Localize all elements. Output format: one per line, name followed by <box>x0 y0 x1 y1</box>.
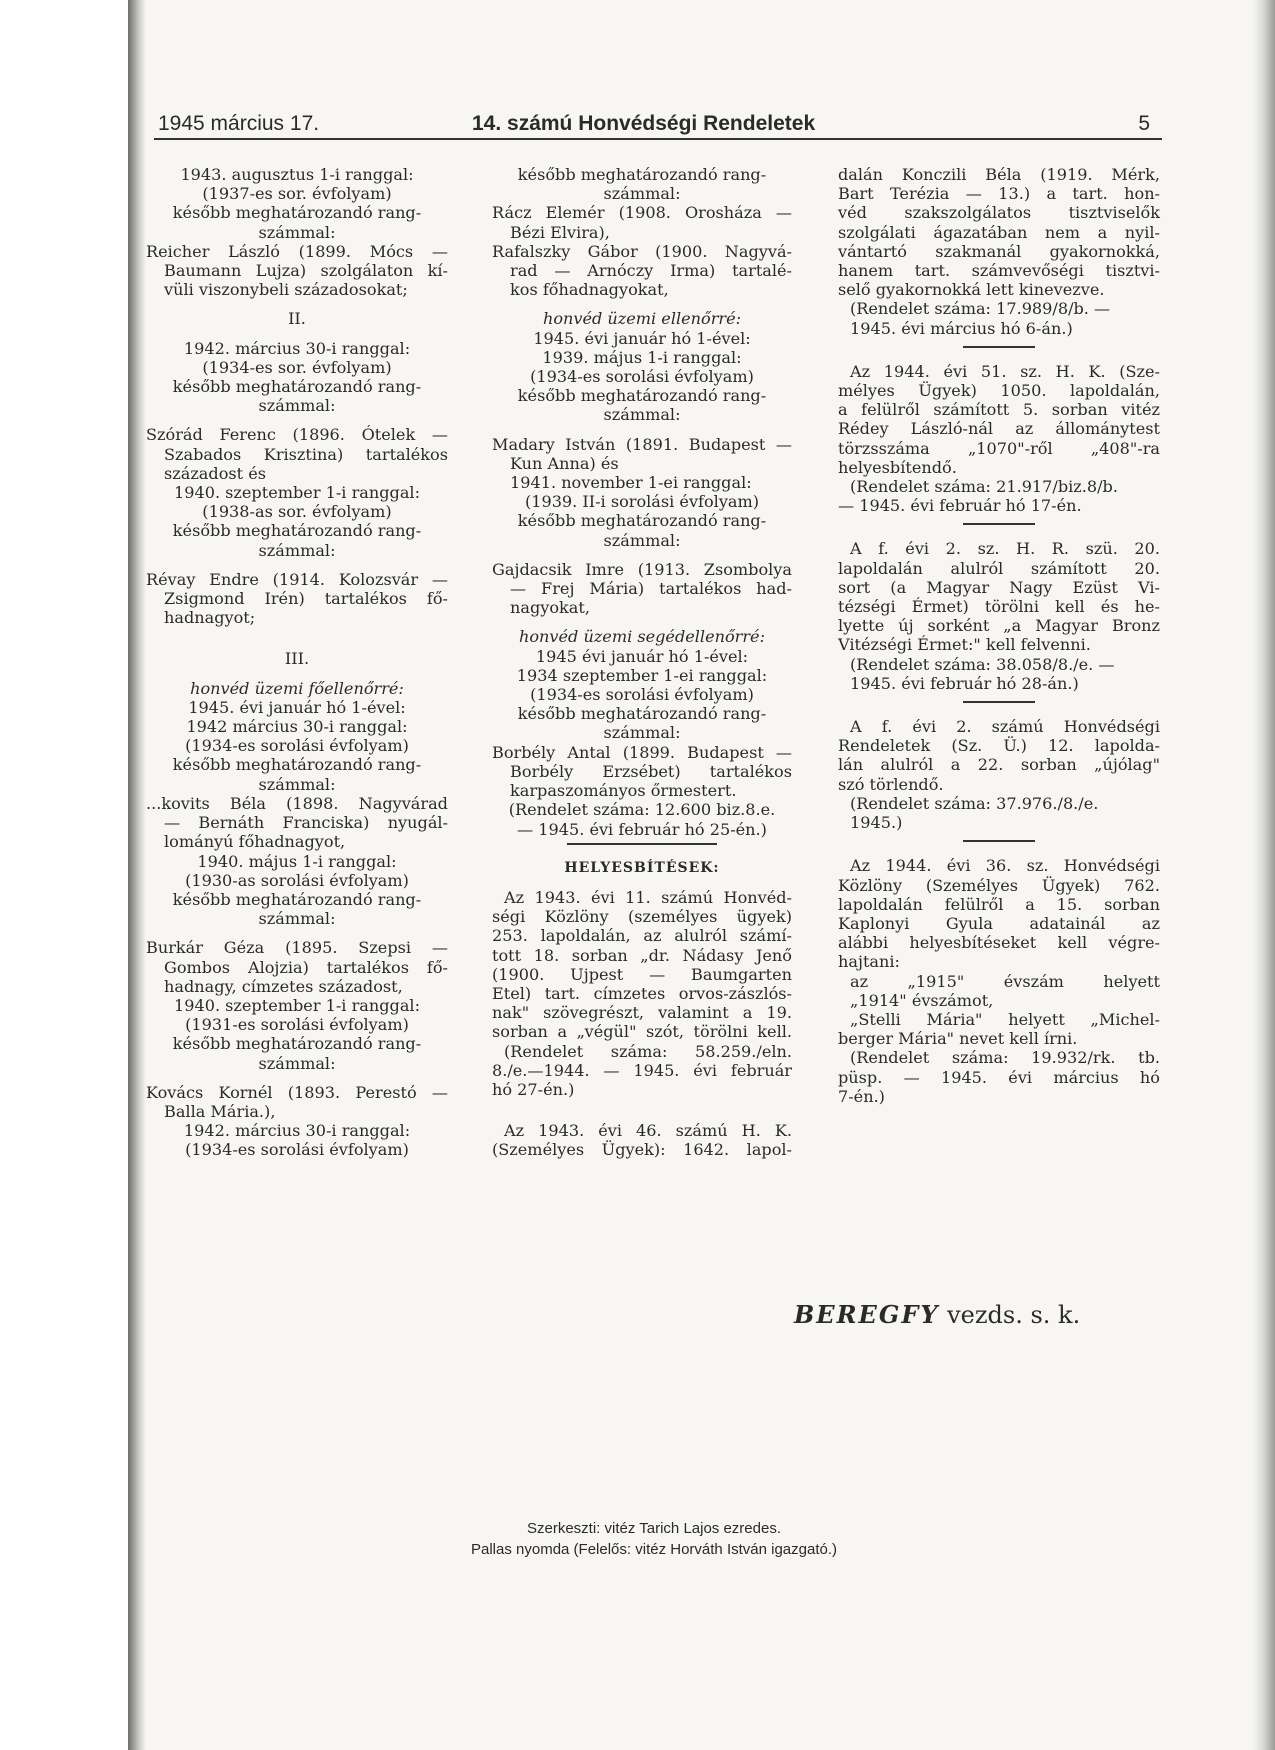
header-date: 1945 március 17. <box>158 112 320 135</box>
text-line: 1942. március 30-i ranggal: <box>183 338 411 358</box>
signature-block <box>794 1300 1080 1329</box>
text-column-2 <box>492 165 792 1160</box>
text-line: véd szakszolgálatos tisztviselők <box>838 203 1160 223</box>
text-line: A f. évi 2. sz. H. R. szü. 20. <box>850 539 1160 559</box>
decree-date: hó 27-én.) <box>492 1079 575 1099</box>
text-line: számmal: <box>258 540 336 560</box>
text-line: később meghatározandó rang- <box>517 511 767 531</box>
text-line: számmal: <box>258 909 336 929</box>
text-line: később meghatározandó rang- <box>517 386 767 406</box>
text-line: 253. lapoldalán, az alulról számí- <box>492 926 792 946</box>
decree-number: (Rendelet száma: 38.058/8./e. — <box>850 654 1115 674</box>
text-line: később meghatározandó rang- <box>172 755 422 775</box>
subheading: honvéd üzemi ellenőrré: <box>542 309 742 329</box>
text-line: lományú főhadnagyot, <box>164 832 346 852</box>
text-line: helyesbítendő. <box>838 457 957 477</box>
text-line: Az 1944. évi 36. sz. Honvédségi <box>850 856 1160 876</box>
text-line: 1939. május 1-i ranggal: <box>542 347 742 367</box>
text-line: Kaplonyi Gyula adatainál az <box>838 913 1160 933</box>
text-line: az „1915" évszám helyett <box>850 971 1160 991</box>
header-title: 14. számú Honvédségi Rendeletek <box>472 112 816 135</box>
text-line: 1943. augusztus 1-i ranggal: <box>180 165 414 184</box>
separator-rule <box>963 840 1035 842</box>
text-line: számmal: <box>603 530 681 550</box>
text-line: lyette új sorként „a Magyar Bronz <box>838 616 1160 636</box>
text-line: (1900. Ujpest — Baumgarten <box>492 964 792 984</box>
text-line: lán alulról a 22. sorban „újólag" <box>838 755 1160 775</box>
text-line: Rafalszky Gábor (1900. Nagyvá- <box>492 241 792 261</box>
text-line: 1934 szeptember 1-ei ranggal: <box>516 665 768 685</box>
text-line: püsp. — 1945. évi március hó <box>838 1067 1160 1087</box>
text-line: selő gyakornokká lett kinevezve. <box>838 280 1105 300</box>
text-line: Rácz Elemér (1908. Orosháza — <box>492 203 792 223</box>
text-line: Bart Terézia — 13.) a tart. hon- <box>838 184 1160 204</box>
section-numeral: II. <box>288 309 306 329</box>
text-line: 1945. évi január hó 1-ével: <box>533 328 751 348</box>
document-page <box>146 0 1253 1750</box>
section-heading: HELYESBÍTÉSEK: <box>564 859 720 876</box>
text-line: sorban a „végül" szót, törölni kell. <box>492 1022 792 1042</box>
text-line: (1931-es sorolási évfolyam) <box>185 1015 409 1035</box>
text-line: hajtani: <box>838 952 900 972</box>
text-line: lapoldalán alulról számított 20. <box>838 558 1160 578</box>
subheading: honvéd üzemi főellenőrré: <box>190 678 404 698</box>
text-line: rad — Arnóczy Irma) tartalé- <box>510 261 792 281</box>
text-line: 1945. évi január hó 1-ével: <box>188 697 406 717</box>
decree-number: (Rendelet száma: 58.259./eln. <box>504 1041 792 1061</box>
text-line: tézségi Érmet) törölni kell és he- <box>838 597 1160 617</box>
decree-date: 1945.) <box>850 813 903 833</box>
decree-date: 1945. évi március hó 6-án.) <box>850 318 1073 338</box>
text-line: nak" szövegrészt, valamint a 19. <box>492 1003 792 1023</box>
text-line: számmal: <box>258 774 336 794</box>
separator-rule <box>963 523 1035 525</box>
text-line: Vitézségi Érmet:" kell felvenni. <box>838 635 1091 655</box>
signature-name: BEREGFY <box>794 1300 940 1329</box>
text-line: Szórád Ferenc (1896. Ótelek — <box>146 425 448 445</box>
text-line: dalán Konczili Béla (1919. Mérk, <box>838 165 1160 184</box>
text-line: ségi Közlöny (személyes ügyek) <box>492 907 792 927</box>
text-line: később meghatározandó rang- <box>517 165 767 184</box>
scan-shadow-left <box>128 0 146 1750</box>
text-line: törzsszáma „1070"-ről „408"-ra <box>838 438 1160 458</box>
text-line: Az 1943. évi 46. számú H. K. <box>504 1121 792 1141</box>
text-line: (1937-es sor. évfolyam) <box>202 184 392 204</box>
text-line: 8./e.—1944. — 1945. évi február <box>492 1060 792 1080</box>
text-line: a felülről számított 5. sorban vitéz <box>838 400 1160 420</box>
text-line: (1934-es sor. évfolyam) <box>202 357 392 377</box>
text-line: kos főhadnagyokat, <box>510 280 669 300</box>
section-numeral: III. <box>284 649 310 669</box>
text-line: hanem tart. számvevőségi tisztvi- <box>838 261 1160 281</box>
text-line: nagyokat, <box>510 598 590 618</box>
colophon <box>146 1518 1162 1560</box>
text-line: századost és <box>164 463 267 483</box>
text-line: berger Mária" nevet kell írni. <box>838 1029 1078 1049</box>
decree-date: 7-én.) <box>838 1086 885 1106</box>
text-line: számmal: <box>258 222 336 242</box>
text-line: A f. évi 2. számú Honvédségi <box>850 717 1160 737</box>
separator-rule <box>567 843 717 845</box>
text-line: számmal: <box>603 405 681 425</box>
text-line: — Bernáth Franciska) nyugál- <box>164 813 448 833</box>
text-line: számmal: <box>603 184 681 204</box>
text-line: (1934-es sorolási évfolyam) <box>185 736 409 756</box>
text-line: később meghatározandó rang- <box>172 521 422 541</box>
decree-number: (Rendelet száma: 19.932/rk. tb. <box>850 1048 1160 1068</box>
text-line: 1942. március 30-i ranggal: <box>183 1121 411 1141</box>
printer-line: Pallas nyomda (Felelős: vitéz Horváth István igazgató.) <box>471 1541 837 1558</box>
text-line: sort (a Magyar Nagy Ezüst Vi- <box>838 577 1160 597</box>
decree-date: — 1945. évi február hó 25-én.) <box>517 819 767 839</box>
decree-number: (Rendelet száma: 21.917/biz.8/b. <box>850 477 1118 497</box>
text-line: hadnagy, címzetes századost, <box>164 976 403 996</box>
text-line: 1940. május 1-i ranggal: <box>197 851 397 871</box>
text-line: Révay Endre (1914. Kolozsvár — <box>146 569 448 589</box>
scan-shadow-right <box>1253 0 1275 1750</box>
text-line: (1934-es sorolási évfolyam) <box>185 1140 409 1160</box>
text-line: (Személyes Ügyek): 1642. lapol- <box>492 1140 792 1160</box>
text-line: karpaszományos őrmestert. <box>510 781 737 801</box>
text-line: Reicher László (1899. Mócs — <box>146 241 448 261</box>
text-line: (1930-as sorolási évfolyam) <box>185 870 409 890</box>
text-column-3 <box>838 165 1160 1106</box>
text-line: Az 1943. évi 11. számú Honvéd- <box>504 887 792 907</box>
text-line: Baumann Lujza) szolgálaton kí- <box>164 261 448 281</box>
text-line: Bézi Elvira), <box>510 222 610 242</box>
text-line: Madary István (1891. Budapest — <box>492 434 792 454</box>
text-line: később meghatározandó rang- <box>517 704 767 724</box>
text-line: Zsigmond Irén) tartalékos fő- <box>164 589 448 609</box>
decree-number: (Rendelet száma: 17.989/8/b. — <box>850 299 1111 319</box>
text-line: (1934-es sorolási évfolyam) <box>530 367 754 387</box>
decree-date: — 1945. évi február hó 17-én. <box>838 496 1082 516</box>
text-line: Kovács Kornél (1893. Perestó — <box>146 1082 448 1102</box>
signature-title: vezds. s. k. <box>947 1301 1081 1329</box>
text-line: szolgálati ágazatában nem a nyil- <box>838 222 1160 242</box>
text-line: számmal: <box>603 723 681 743</box>
text-line: Gajdacsik Imre (1913. Zsombolya <box>492 559 792 579</box>
text-line: vüli viszonybeli századosokat; <box>164 280 408 300</box>
text-line: — Frej Mária) tartalékos had- <box>510 579 792 599</box>
text-line: szó törlendő. <box>838 774 944 794</box>
text-line: Borbély Antal (1899. Budapest — <box>492 742 792 762</box>
text-line: Az 1944. évi 51. sz. H. K. (Sze- <box>850 361 1160 381</box>
text-line: később meghatározandó rang- <box>172 203 422 223</box>
editor-line: Szerkeszti: vitéz Tarich Lajos ezredes. <box>527 1520 781 1537</box>
subheading: honvéd üzemi segédellenőrré: <box>519 627 765 647</box>
text-line: vántartó szakmanál gyakornokká, <box>838 241 1160 261</box>
decree-date: 1945. évi február hó 28-án.) <box>850 673 1079 693</box>
decree-number: (Rendelet száma: 12.600 biz.8.e. <box>508 800 776 820</box>
text-line: 1940. szeptember 1-i ranggal: <box>173 995 420 1015</box>
scan-margin <box>0 0 128 1750</box>
text-line: számmal: <box>258 1053 336 1073</box>
text-line: lapoldalán felülről a 15. sorban <box>838 894 1160 914</box>
text-line: (1934-es sorolási évfolyam) <box>530 685 754 705</box>
separator-rule <box>963 346 1035 348</box>
text-line: Balla Mária.), <box>164 1101 276 1121</box>
page-number: 5 <box>1138 112 1150 135</box>
text-line: Etel) tart. címzetes orvos-zászlós- <box>492 983 792 1003</box>
text-line: később meghatározandó rang- <box>172 377 422 397</box>
text-line: (1938-as sor. évfolyam) <box>202 502 392 522</box>
text-line: 1945 évi január hó 1-ével: <box>535 646 749 666</box>
text-line: „1914" évszámot, <box>850 990 994 1010</box>
decree-number: (Rendelet száma: 37.976./8./e. <box>850 793 1099 813</box>
text-line: Szabados Krisztina) tartalékos <box>164 444 448 464</box>
separator-rule <box>963 701 1035 703</box>
text-line: hadnagyot; <box>164 608 256 628</box>
text-line: „Stelli Mária" helyett „Michel- <box>850 1009 1160 1029</box>
text-line: Közlöny (Személyes Ügyek) 762. <box>838 875 1160 895</box>
text-line: tott 18. sorban „dr. Nádasy Jenő <box>492 945 792 965</box>
text-line: később meghatározandó rang- <box>172 1034 422 1054</box>
text-line: mélyes Ügyek) 1050. lapoldalán, <box>838 381 1160 401</box>
text-line: 1941. november 1-ei ranggal: <box>510 473 752 493</box>
text-line: 1942 március 30-i ranggal: <box>186 717 408 737</box>
text-line: Rendeletek (Sz. Ü.) 12. lapolda- <box>838 736 1160 756</box>
text-line: Borbély Erzsébet) tartalékos <box>510 761 792 781</box>
text-line: (1939. II-i sorolási évfolyam) <box>524 492 760 512</box>
text-line: 1940. szeptember 1-i ranggal: <box>173 483 420 503</box>
text-line: Burkár Géza (1895. Szepsi — <box>146 938 448 958</box>
text-line: Gombos Alojzia) tartalékos fő- <box>164 957 448 977</box>
text-line: később meghatározandó rang- <box>172 889 422 909</box>
text-line: számmal: <box>258 396 336 416</box>
text-line: Rédey László-nál az állománytest <box>838 419 1160 439</box>
text-line: Kun Anna) és <box>510 453 619 473</box>
running-header <box>154 112 1162 140</box>
text-column-1 <box>146 165 448 1160</box>
text-line: alábbi helyesbítéseket kell végre- <box>838 933 1160 953</box>
text-line: ...kovits Béla (1898. Nagyvárad <box>146 793 448 813</box>
